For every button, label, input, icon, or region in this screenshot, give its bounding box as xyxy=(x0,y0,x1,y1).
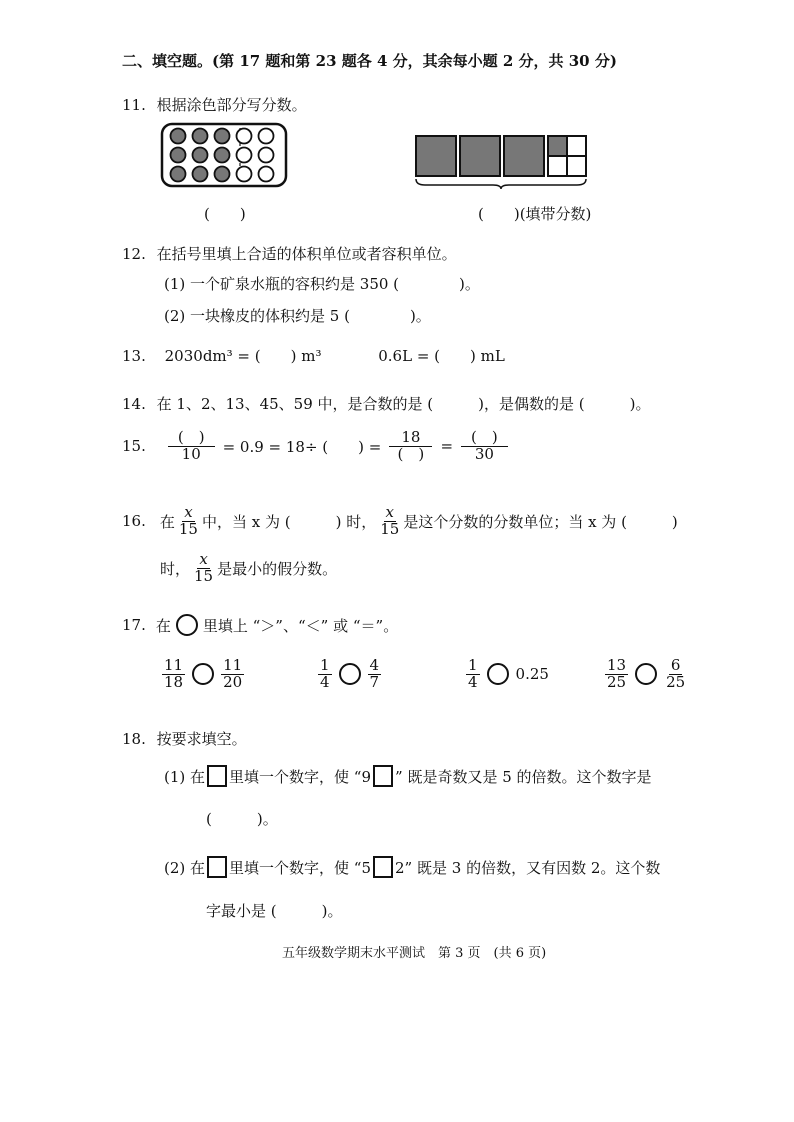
empty-dot xyxy=(237,129,252,144)
fraction-numerator: 11 xyxy=(164,656,184,674)
question-11 xyxy=(122,94,307,115)
page-footer: 五年级数学期末水平测试 第 3 页 (共 6 页) xyxy=(282,946,547,961)
compare-circle[interactable] xyxy=(339,663,361,685)
q18-part-1-answer[interactable]: ( )。 xyxy=(206,810,278,828)
fraction-denominator: 25 xyxy=(666,672,686,691)
q12-part-2[interactable]: (2) 一块橡皮的体积约是 5 ( )。 xyxy=(164,307,431,325)
question-number: 17. xyxy=(122,616,146,634)
question-number: 16. xyxy=(122,512,146,531)
fraction-x-over-15: $\frac{x}{15}$ xyxy=(178,503,198,538)
q11-answer-1[interactable]: ( ) xyxy=(204,205,246,223)
shaded-dot xyxy=(215,129,230,144)
question-text: 按要求填空。 xyxy=(156,730,247,748)
blank-box[interactable] xyxy=(207,856,227,878)
question-number: 11. xyxy=(122,96,146,114)
empty-dot xyxy=(237,167,252,182)
question-15 xyxy=(122,430,510,463)
q18-p1-text-b: 里填一个数字，使 “9 xyxy=(229,767,372,786)
q13-part-a[interactable]: 2030dm³ = ( ) m³ xyxy=(164,347,322,365)
compare-circle[interactable] xyxy=(192,663,214,685)
q18-p1-text-c: ” 既是奇数又是 5 的倍数。这个数字是 xyxy=(395,767,652,786)
shaded-dot xyxy=(193,129,208,144)
q12-part-1[interactable]: (1) 一个矿泉水瓶的容积约是 350 ( )。 xyxy=(164,275,480,293)
fraction-denominator: 4 xyxy=(468,672,478,691)
compare-item-3 xyxy=(464,658,549,691)
q18-part-2-answer[interactable]: 字最小是 ( )。 xyxy=(206,902,343,920)
q18-p2-text-a: (2) 在 xyxy=(164,858,206,877)
fraction-x-over-15: $\frac{x}{15}$ xyxy=(380,503,400,538)
shaded-dot xyxy=(215,167,230,182)
question-18 xyxy=(122,728,247,749)
blank-box[interactable] xyxy=(207,765,227,787)
shaded-dot xyxy=(171,167,186,182)
fraction-18-over-blank[interactable]: $\frac{18}{( )}$ xyxy=(389,430,432,463)
question-number: 15. xyxy=(122,437,146,456)
empty-dot xyxy=(259,129,274,144)
q17-text-1: 在 xyxy=(155,616,171,635)
question-16-line-2 xyxy=(160,552,337,585)
q15-middle[interactable]: = 0.9 = 18÷ ( ) = xyxy=(222,437,382,456)
fraction-denominator: 4 xyxy=(320,672,330,691)
q18-p2-text-c: 2” 既是 3 的倍数，又有因数 2。这个数 xyxy=(395,858,661,877)
question-number: 12. xyxy=(122,245,146,263)
shaded-dot xyxy=(215,148,230,163)
question-17 xyxy=(122,614,398,636)
question-text: 在括号里填上合适的体积单位或者容积单位。 xyxy=(156,245,457,263)
empty-dot xyxy=(237,148,252,163)
shaded-dot xyxy=(193,167,208,182)
empty-dot xyxy=(259,167,274,182)
decimal-value: 0.25 xyxy=(515,665,549,684)
q16-text-5: 是最小的假分数。 xyxy=(217,559,338,578)
fraction-numerator: 6 xyxy=(670,656,681,674)
circle-icon xyxy=(176,614,198,636)
question-number: 18. xyxy=(122,730,146,748)
square-blocks-figure xyxy=(413,133,589,189)
q13-part-b[interactable]: 0.6L = ( ) mL xyxy=(378,347,505,365)
compare-circle[interactable] xyxy=(635,663,657,685)
question-text: 根据涂色部分写分数。 xyxy=(156,96,307,114)
question-number: 13. xyxy=(122,347,146,365)
compare-item-1 xyxy=(160,658,246,691)
blank-box[interactable] xyxy=(373,856,393,878)
q16-text-1: 在 xyxy=(159,512,175,531)
shaded-dot xyxy=(193,148,208,163)
q11-answer-2[interactable]: ( )(填带分数) xyxy=(478,205,592,223)
question-number: 14. xyxy=(122,395,146,413)
q16-text-2[interactable]: 中，当 x 为 ( ) 时， xyxy=(201,512,377,531)
fraction-denominator: 18 xyxy=(164,672,184,691)
fraction-numerator: 1 xyxy=(468,656,478,674)
question-14 xyxy=(122,393,650,414)
question-text[interactable]: 在 1、2、13、45、59 中，是合数的是 ( )，是偶数的是 ( )。 xyxy=(156,395,651,413)
fraction-denominator: 25 xyxy=(607,672,627,691)
compare-circle[interactable] xyxy=(487,663,509,685)
shaded-dot xyxy=(171,129,186,144)
q17-text-2: 里填上 “＞”、“＜” 或 “＝”。 xyxy=(202,616,399,635)
fraction-blank-over-30[interactable]: $\frac{( )}{30}$ xyxy=(461,430,508,463)
fraction-denominator: 7 xyxy=(369,672,380,691)
q16-text-3[interactable]: 是这个分数的分数单位；当 x 为 ( ) xyxy=(403,512,678,531)
fraction-numerator: 13 xyxy=(607,656,627,674)
section-title: 二、填空题。(第 17 题和第 23 题各 4 分，其余每小题 2 分，共 30 分) xyxy=(122,52,617,70)
fraction-blank-over-10[interactable]: $\frac{( )}{10}$ xyxy=(168,430,215,463)
fraction-x-over-15: $\frac{x}{15}$ xyxy=(194,550,214,585)
q18-part-1 xyxy=(164,765,652,787)
question-13 xyxy=(122,345,505,366)
question-12 xyxy=(122,243,457,264)
fraction-numerator: 1 xyxy=(320,656,330,674)
fraction-numerator: 4 xyxy=(369,656,380,674)
compare-item-2 xyxy=(316,658,383,691)
empty-dot xyxy=(259,148,274,163)
shaded-dot xyxy=(171,148,186,163)
q18-p1-text-a: (1) 在 xyxy=(164,767,206,786)
dot-grid-figure xyxy=(160,122,290,188)
question-16-line-1 xyxy=(122,505,678,538)
q16-text-4: 时， xyxy=(160,559,191,578)
fraction-numerator: 11 xyxy=(223,656,243,674)
fraction-denominator: 20 xyxy=(223,672,243,691)
q18-p2-text-b: 里填一个数字，使 “5 xyxy=(229,858,372,877)
equals-sign: = xyxy=(440,437,454,456)
blank-box[interactable] xyxy=(373,765,393,787)
compare-item-4 xyxy=(603,658,689,691)
q18-part-2 xyxy=(164,856,660,878)
